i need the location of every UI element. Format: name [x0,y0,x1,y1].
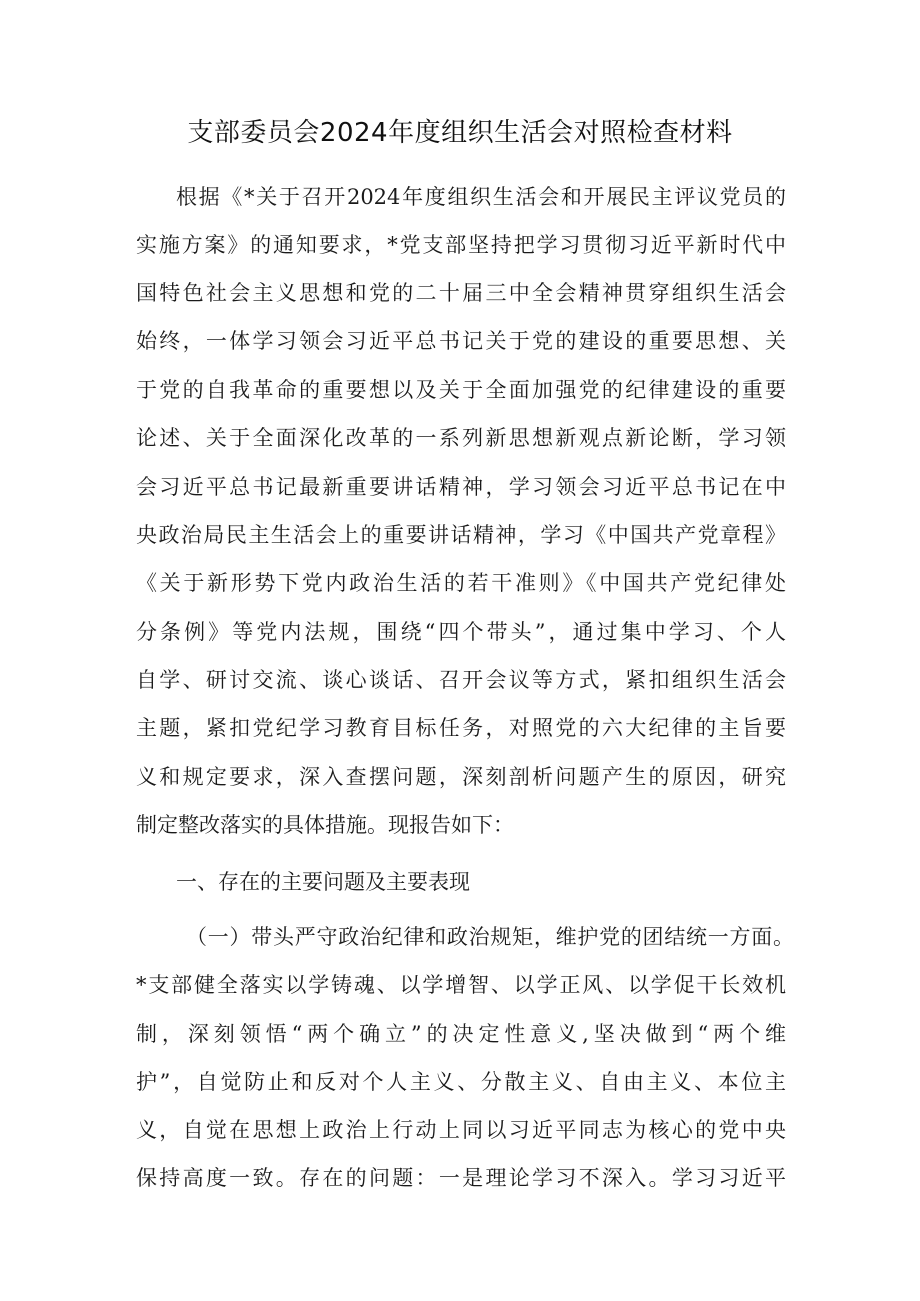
paragraph-line: 《关于新形势下党内政治生活的若干准则》《中国共产党纪律处 [136,571,786,595]
paragraph-line: 自学、研讨交流、谈心谈话、召开会议等方式，紧扣组织生活会 [136,668,786,692]
paragraph-line: 论述、关于全面深化改革的一系列新思想新观点新论断，学习领 [136,426,786,450]
paragraph-line: 制定整改落实的具体措施。现报告如下： [136,813,514,837]
paragraph-line: 义和规定要求，深入查摆问题，深刻剖析问题产生的原因，研究 [136,765,786,789]
paragraph-line: （一）带头严守政治纪律和政治规矩，维护党的团结统一方面。 [186,925,794,949]
paragraph-line: 护”，自觉防止和反对个人主义、分散主义、自由主义、本位主 [136,1070,786,1094]
section-heading: 一、存在的主要问题及主要表现 [176,870,470,894]
paragraph-line: 义，自觉在思想上政治上行动上同以习近平同志为核心的党中央 [136,1118,786,1142]
paragraph-line: 实施方案》的通知要求，*党支部坚持把学习贯彻习近平新时代中 [136,233,786,257]
paragraph-line: 会习近平总书记最新重要讲话精神，学习领会习近平总书记在中 [136,475,786,499]
paragraph-line: 制，深刻领悟“两个确立”的决定性意义,坚决做到“两个维 [136,1022,786,1046]
paragraph-line: 于党的自我革命的重要想以及关于全面加强党的纪律建设的重要 [136,378,786,402]
paragraph-line: 主题，紧扣党纪学习教育目标任务，对照党的六大纪律的主旨要 [136,716,786,740]
paragraph-line: 央政治局民主生活会上的重要讲话精神，学习《中国共产党章程》 [136,523,786,547]
document-title: 支部委员会2024年度组织生活会对照检查材料 [187,118,733,148]
paragraph-line: 始终，一体学习领会习近平总书记关于党的建设的重要思想、关 [136,329,786,353]
paragraph-line: 分条例》等党内法规，围绕“四个带头”，通过集中学习、个人 [136,620,786,644]
paragraph-line: 保持高度一致。存在的问题：一是理论学习不深入。学习习近平 [136,1166,786,1190]
paragraph-line: 根据《*关于召开2024年度组织生活会和开展民主评议党员的 [176,185,786,209]
paragraph-line: 国特色社会主义思想和党的二十届三中全会精神贯穿组织生活会 [136,281,786,305]
paragraph-line: *支部健全落实以学铸魂、以学增智、以学正风、以学促干长效机 [136,973,786,997]
